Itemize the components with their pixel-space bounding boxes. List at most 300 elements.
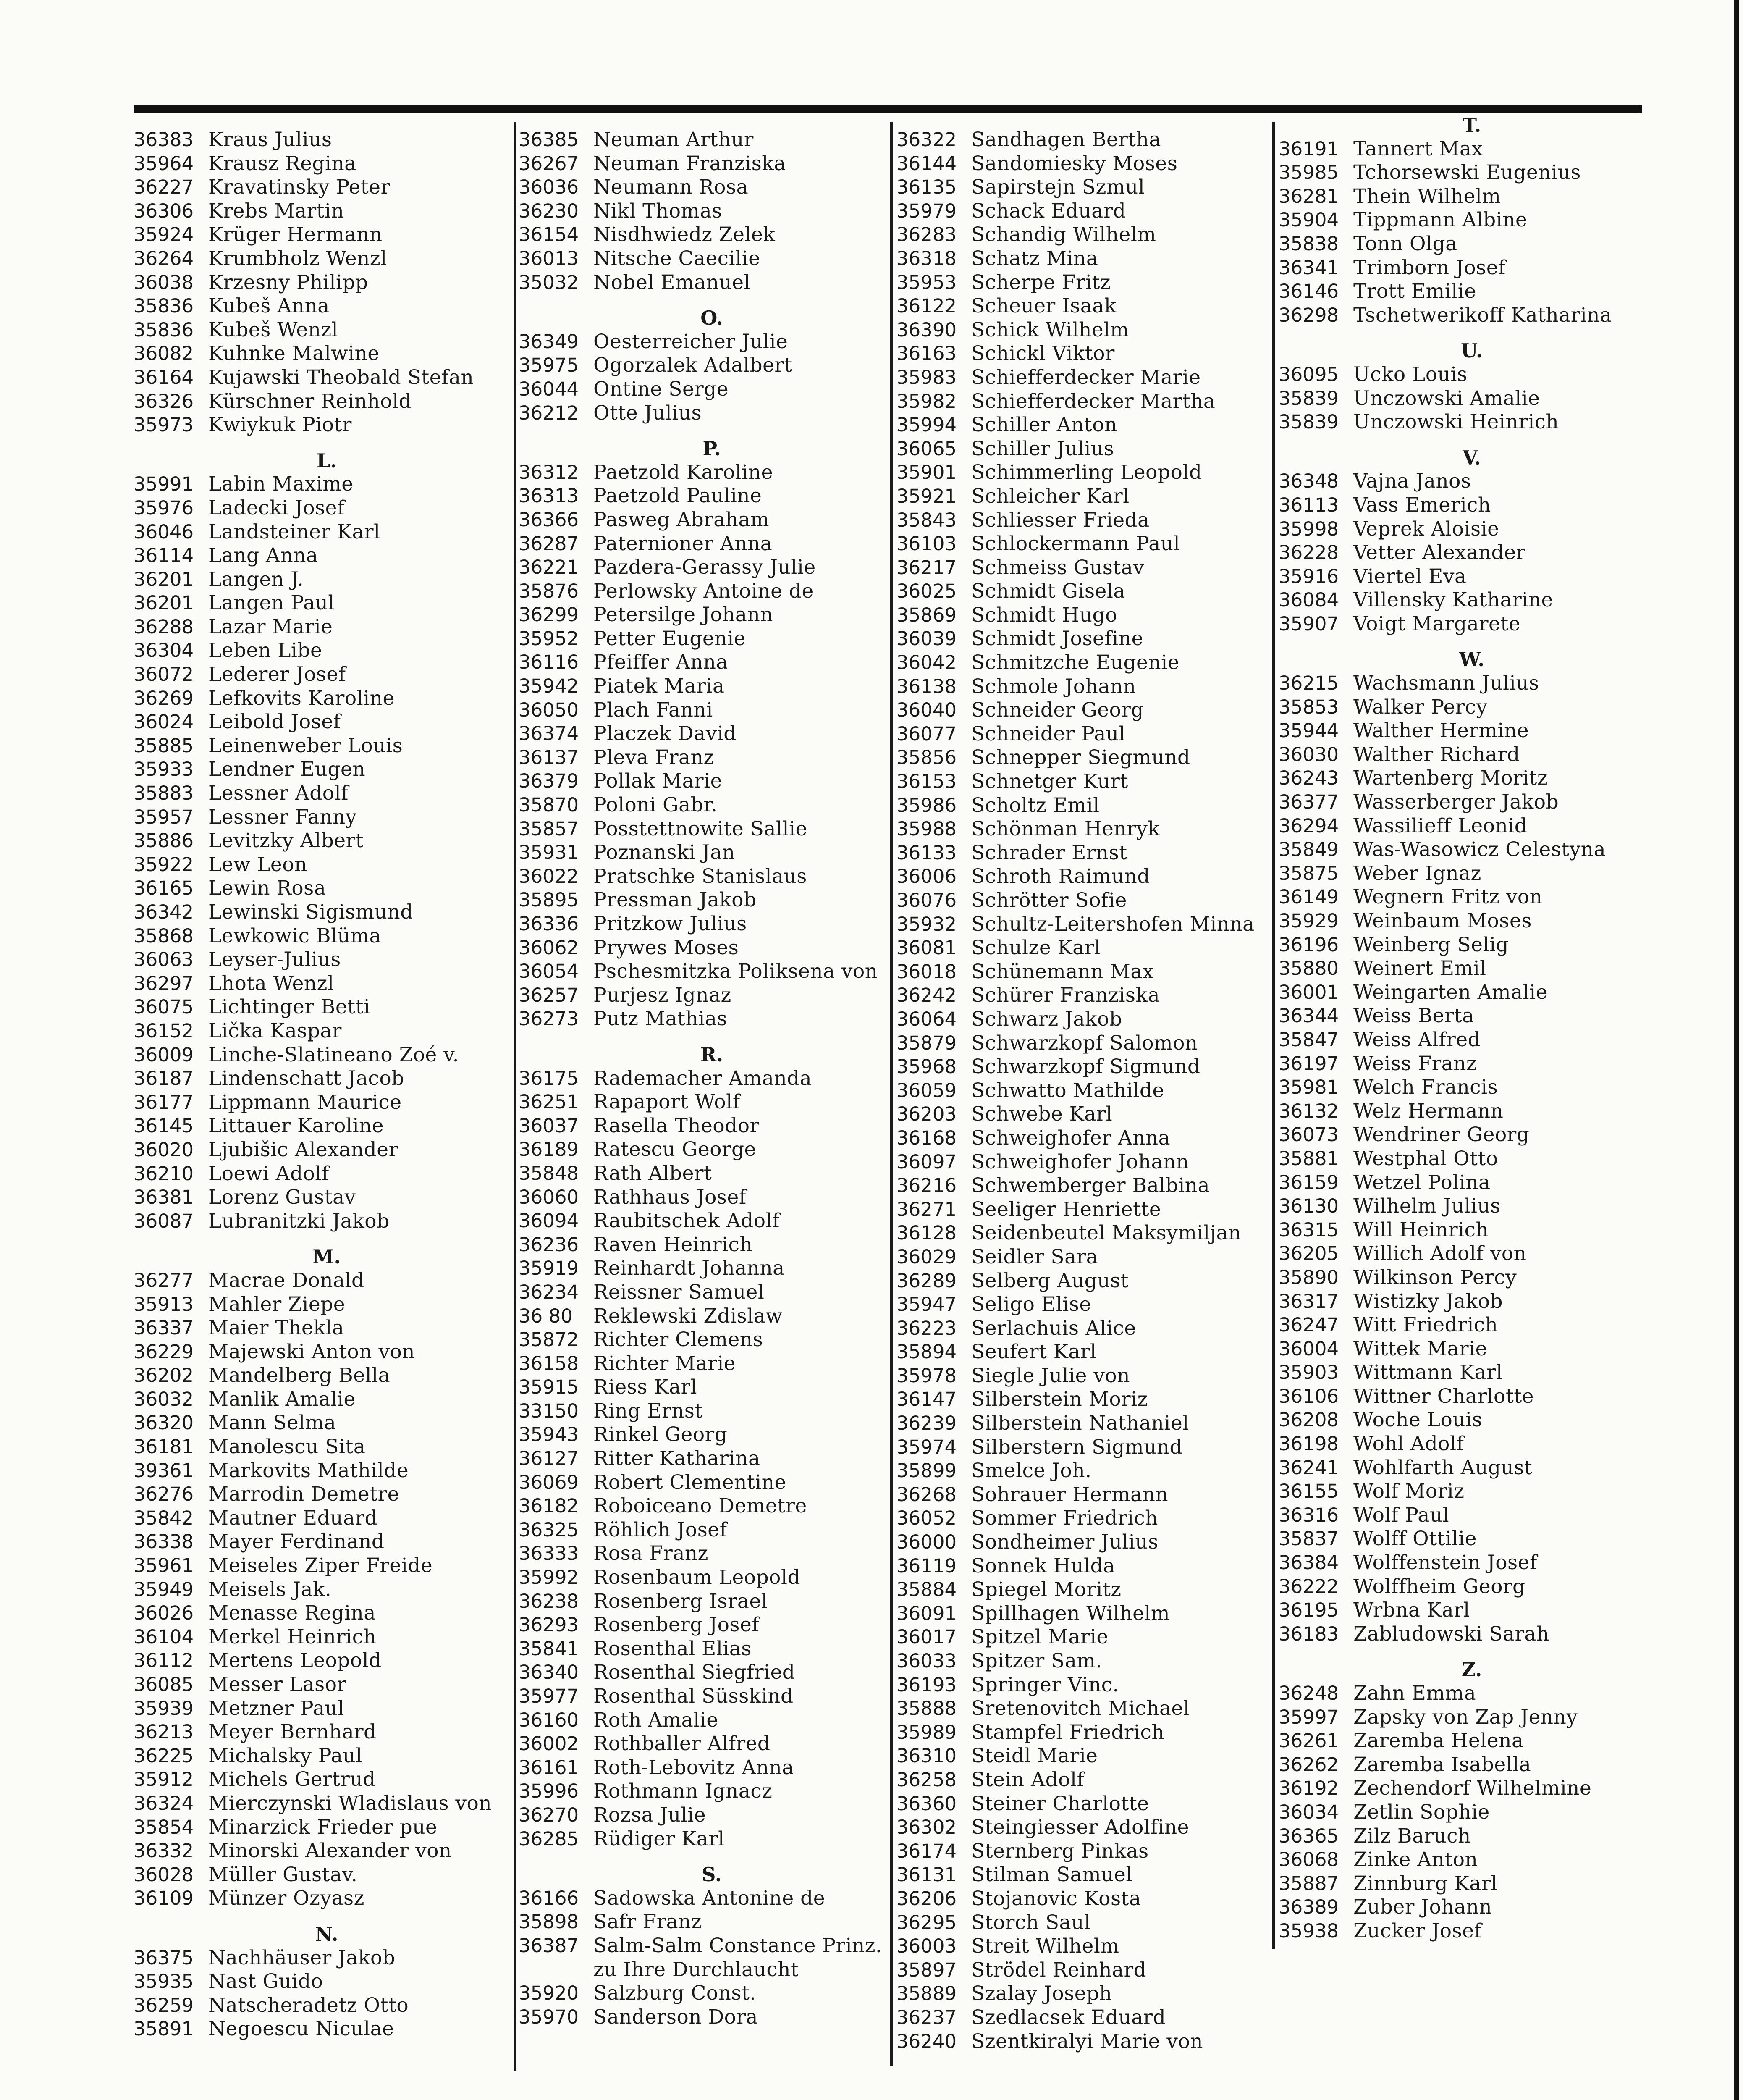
list-item xyxy=(1279,137,1648,161)
entry-name: Littauer Karoline xyxy=(208,1114,384,1138)
entry-name: Macrae Donald xyxy=(208,1268,364,1292)
entry-number: 35991 xyxy=(134,473,194,496)
list-item xyxy=(519,176,888,200)
section-letter: T. xyxy=(1462,114,1481,136)
list-item xyxy=(896,1982,1266,2006)
list-item xyxy=(1279,1385,1648,1409)
entry-number: 36366 xyxy=(519,508,579,531)
entry-name: Mandelberg Bella xyxy=(208,1364,391,1387)
list-item xyxy=(1279,1290,1648,1314)
entry-name: Piatek Maria xyxy=(593,675,725,698)
entry-name: Mautner Eduard xyxy=(208,1506,378,1530)
entry-name: Siegle Julie von xyxy=(971,1364,1130,1387)
entry-name: Sandomiesky Moses xyxy=(971,152,1178,175)
entry-name: Pritzkow Julius xyxy=(593,912,747,935)
entry-name: Lorenz Gustav xyxy=(208,1186,356,1209)
entry-number: 36197 xyxy=(1279,1052,1339,1075)
list-item xyxy=(519,1257,888,1281)
list-item xyxy=(896,1744,1266,1768)
list-item xyxy=(134,853,503,877)
entry-number: 36000 xyxy=(896,1531,957,1554)
list-item xyxy=(896,1245,1266,1269)
entry-name: Loewi Adolf xyxy=(208,1162,329,1185)
entry-number: 36094 xyxy=(519,1210,579,1232)
entry-number: 36002 xyxy=(519,1732,579,1755)
entry-number: 36285 xyxy=(519,1827,579,1850)
entry-number: 35931 xyxy=(519,841,579,864)
entry-number: 35888 xyxy=(896,1697,957,1720)
entry-name: Nikl Thomas xyxy=(593,199,722,223)
entry-number: 36029 xyxy=(896,1245,957,1268)
entry-number: 36076 xyxy=(896,889,957,911)
section-letter: U. xyxy=(1461,339,1483,362)
list-item xyxy=(896,413,1266,437)
list-item xyxy=(896,342,1266,366)
list-item xyxy=(134,758,503,782)
entry-number: 36360 xyxy=(896,1792,957,1815)
entry-name: Spitzer Sam. xyxy=(971,1649,1102,1672)
list-item xyxy=(134,1863,503,1887)
entry-name: Rosa Franz xyxy=(593,1542,708,1565)
entry-number: 36024 xyxy=(134,711,194,733)
entry-name: Wittek Marie xyxy=(1353,1337,1487,1360)
entry-number: 36348 xyxy=(1279,470,1339,493)
entry-name: Sadowska Antonine de xyxy=(593,1886,826,1910)
entry-name: Witt Friedrich xyxy=(1353,1313,1498,1337)
list-item xyxy=(519,1494,888,1518)
list-item xyxy=(134,496,503,520)
entry-name: Schünemann Max xyxy=(971,960,1154,983)
entry-number: 36025 xyxy=(896,580,957,603)
entry-number: 35872 xyxy=(519,1328,579,1351)
list-item xyxy=(1279,1218,1648,1242)
entry-number: 36065 xyxy=(896,437,957,460)
list-item xyxy=(896,1459,1266,1483)
entry-number: 36221 xyxy=(519,556,579,579)
entry-name: Schatz Mina xyxy=(971,247,1098,270)
entry-name: Walker Percy xyxy=(1353,695,1488,719)
entry-number: 36036 xyxy=(519,176,579,199)
list-item xyxy=(134,1043,503,1067)
list-item xyxy=(896,1079,1266,1103)
entry-name: Schmidt Josefine xyxy=(971,627,1143,651)
entry-number: 35901 xyxy=(896,461,957,484)
entry-name: Scholtz Emil xyxy=(971,793,1100,817)
list-item xyxy=(134,1114,503,1138)
list-item xyxy=(1279,790,1648,814)
entry-name: Lhota Wenzl xyxy=(208,971,334,995)
entry-number: 36003 xyxy=(896,1935,957,1958)
entry-name: Rosenthal Süsskind xyxy=(593,1685,794,1708)
entry-number: 36081 xyxy=(896,937,957,959)
entry-name: Schlockermann Paul xyxy=(971,532,1180,556)
entry-number: 36381 xyxy=(134,1186,194,1209)
entry-name: Nobel Emanuel xyxy=(593,270,751,294)
entry-name: Rathhaus Josef xyxy=(593,1185,747,1209)
entry-number: 35876 xyxy=(519,580,579,602)
entry-number: 36384 xyxy=(1279,1551,1339,1574)
list-item xyxy=(519,271,888,295)
entry-name: Wasserberger Jakob xyxy=(1353,790,1559,814)
entry-number: 35879 xyxy=(896,1032,957,1054)
list-item xyxy=(519,651,888,675)
list-item xyxy=(134,1162,503,1186)
entry-number: 36225 xyxy=(134,1744,194,1767)
list-item xyxy=(134,390,503,414)
list-item xyxy=(134,1697,503,1721)
entry-number: 36033 xyxy=(896,1650,957,1672)
entry-name: Sretenovitch Michael xyxy=(971,1697,1190,1720)
entry-name: Sternberg Pinkas xyxy=(971,1839,1149,1863)
entry-number: 35881 xyxy=(1279,1147,1339,1170)
entry-number: 36261 xyxy=(1279,1730,1339,1752)
entry-number: 36270 xyxy=(519,1803,579,1826)
entry-name: Perlowsky Antoine de xyxy=(593,579,814,603)
list-item xyxy=(134,1792,503,1816)
entry-name: Seufert Karl xyxy=(971,1340,1097,1364)
entry-name: Sommer Friedrich xyxy=(971,1507,1158,1530)
list-item xyxy=(519,1376,888,1399)
column-1 xyxy=(134,128,503,2041)
list-item xyxy=(896,913,1266,937)
list-item xyxy=(519,484,888,508)
list-item xyxy=(134,591,503,615)
entry-number: 35885 xyxy=(134,734,194,757)
section-letter: S. xyxy=(702,1863,722,1886)
list-item xyxy=(519,603,888,627)
entry-number: 36004 xyxy=(1279,1337,1339,1360)
entry-name: Seidler Sara xyxy=(971,1245,1098,1268)
entry-number: 36104 xyxy=(134,1625,194,1648)
entry-name: Mierczynski Wladislaus von xyxy=(208,1791,492,1815)
entry-number: 36060 xyxy=(519,1186,579,1208)
entry-name: Scheuer Isaak xyxy=(971,294,1117,318)
entry-name: Rinkel Georg xyxy=(593,1423,728,1446)
entry-name: Zuber Johann xyxy=(1353,1895,1492,1919)
entry-name: Silberstein Moriz xyxy=(971,1388,1148,1411)
list-item xyxy=(134,972,503,996)
entry-number: 36242 xyxy=(896,984,957,1007)
list-item xyxy=(1279,1456,1648,1480)
entry-number: 36149 xyxy=(1279,886,1339,908)
entry-number: 35998 xyxy=(1279,517,1339,540)
list-item xyxy=(1279,588,1648,612)
list-item xyxy=(519,722,888,746)
list-item xyxy=(134,1673,503,1697)
list-item xyxy=(896,960,1266,984)
entry-number: 36133 xyxy=(896,841,957,864)
entry-number: 35884 xyxy=(896,1578,957,1601)
entry-name: Wohlfarth August xyxy=(1353,1456,1533,1479)
list-item xyxy=(134,663,503,687)
entry-name: Pratschke Stanislaus xyxy=(593,864,807,888)
list-item xyxy=(519,817,888,841)
entry-name: Lessner Fanny xyxy=(208,805,357,829)
entry-number: 35836 xyxy=(134,295,194,318)
entry-name: Plach Fanni xyxy=(593,698,713,722)
entry-number: 36239 xyxy=(896,1412,957,1435)
entry-number: 35981 xyxy=(1279,1076,1339,1099)
entry-name: Safr Franz xyxy=(593,1910,702,1934)
entry-name: Smelce Joh. xyxy=(971,1459,1092,1483)
entry-name: Meiseles Ziper Freide xyxy=(208,1554,433,1578)
entry-name: Maier Thekla xyxy=(208,1316,344,1340)
entry-name: Oesterreicher Julie xyxy=(593,330,788,353)
entry-number: 35982 xyxy=(896,390,957,412)
list-item xyxy=(1279,304,1648,328)
entry-number: 35870 xyxy=(519,794,579,816)
entry-number: 36161 xyxy=(519,1756,579,1779)
entry-number: 36122 xyxy=(896,295,957,318)
entry-number: 36228 xyxy=(1279,541,1339,564)
entry-name: Schmole Johann xyxy=(971,675,1136,698)
list-item xyxy=(1279,517,1648,541)
entry-number: 36267 xyxy=(519,152,579,175)
entry-number: 36210 xyxy=(134,1162,194,1185)
list-item xyxy=(1279,387,1648,411)
entry-name: Wartenberg Moritz xyxy=(1353,766,1548,790)
entry-name: Wittmann Karl xyxy=(1353,1361,1503,1384)
list-item xyxy=(896,936,1266,960)
section-letter: R. xyxy=(700,1043,723,1066)
list-item xyxy=(134,1744,503,1768)
list-item xyxy=(896,1602,1266,1626)
list-item xyxy=(896,532,1266,556)
entry-name: Kubeš Wenzl xyxy=(208,318,338,341)
list-item xyxy=(896,247,1266,271)
list-item xyxy=(519,1803,888,1827)
entry-name: Rosenthal Siegfried xyxy=(593,1661,795,1684)
entry-name: Schack Eduard xyxy=(971,199,1126,223)
list-item xyxy=(896,770,1266,794)
list-item xyxy=(896,1412,1266,1436)
list-item xyxy=(896,2030,1266,2054)
entry-number: 36344 xyxy=(1279,1005,1339,1027)
entry-name: Wetzel Polina xyxy=(1353,1171,1491,1194)
list-item xyxy=(519,1352,888,1376)
list-item xyxy=(1279,909,1648,933)
list-item xyxy=(519,1518,888,1542)
entry-number: 35838 xyxy=(1279,232,1339,255)
entry-number: 36075 xyxy=(134,996,194,1018)
entry-number: 35986 xyxy=(896,794,957,816)
list-item xyxy=(1279,185,1648,209)
list-item xyxy=(896,984,1266,1008)
list-item xyxy=(134,413,503,437)
entry-number: 36052 xyxy=(896,1507,957,1530)
list-item xyxy=(134,877,503,900)
entry-name: Pfeiffer Anna xyxy=(593,651,728,674)
list-item xyxy=(896,1102,1266,1126)
entry-number: 35920 xyxy=(519,1982,579,2005)
entry-number: 36318 xyxy=(896,247,957,270)
entry-number: 35992 xyxy=(519,1566,579,1589)
entry-number: 36153 xyxy=(896,770,957,793)
list-item xyxy=(896,1721,1266,1745)
entry-number: 35839 xyxy=(1279,387,1339,410)
list-item xyxy=(134,1578,503,1602)
list-item xyxy=(1279,232,1648,256)
entry-name: Schiefferdecker Marie xyxy=(971,365,1201,389)
section-letter: P. xyxy=(702,437,721,460)
list-item xyxy=(134,1411,503,1435)
list-item xyxy=(519,223,888,247)
list-item xyxy=(519,1934,888,1958)
entry-number: 36017 xyxy=(896,1626,957,1648)
list-item xyxy=(896,1364,1266,1388)
list-item xyxy=(896,1221,1266,1245)
list-item xyxy=(1279,1100,1648,1124)
entry-name: Lendner Eugen xyxy=(208,758,366,781)
entry-name: Rothballer Alfred xyxy=(593,1732,771,1756)
entry-name: Reinhardt Johanna xyxy=(593,1257,785,1280)
list-item xyxy=(896,675,1266,699)
column-divider-2 xyxy=(890,122,893,2066)
entry-name: Rosenberg Josef xyxy=(593,1613,760,1637)
entry-name: Minorski Alexander von xyxy=(208,1839,452,1863)
entry-number: 36342 xyxy=(134,901,194,923)
list-item xyxy=(1279,719,1648,743)
entry-number: 36020 xyxy=(134,1138,194,1161)
entry-name: Richter Marie xyxy=(593,1352,736,1375)
entry-number: 36283 xyxy=(896,223,957,246)
list-item xyxy=(1279,1599,1648,1622)
list-item xyxy=(519,1328,888,1352)
entry-number: 36385 xyxy=(519,129,579,151)
entry-number: 36046 xyxy=(134,520,194,543)
list-item xyxy=(1279,1361,1648,1385)
list-item xyxy=(1279,1004,1648,1028)
list-item xyxy=(1279,1872,1648,1896)
entry-number: 36201 xyxy=(134,592,194,614)
entry-name: Will Heinrich xyxy=(1353,1218,1489,1242)
list-item xyxy=(519,1709,888,1732)
entry-name: Tchorsewski Eugenius xyxy=(1353,161,1581,184)
entry-name: Lippmann Maurice xyxy=(208,1090,402,1114)
entry-number: 36315 xyxy=(1279,1218,1339,1241)
entry-number: 36229 xyxy=(134,1340,194,1363)
list-item xyxy=(1279,1123,1648,1147)
entry-name: Neuman Franziska xyxy=(593,152,786,175)
list-item xyxy=(896,698,1266,722)
entry-number: 35903 xyxy=(1279,1361,1339,1384)
entry-name: Lew Leon xyxy=(208,853,307,876)
entry-number: 36324 xyxy=(134,1792,194,1814)
list-item xyxy=(519,461,888,485)
entry-number: 35983 xyxy=(896,366,957,388)
entry-number: 35898 xyxy=(519,1911,579,1933)
entry-number: 35975 xyxy=(519,354,579,377)
list-item xyxy=(1279,1432,1648,1456)
entry-name: Reissner Samuel xyxy=(593,1280,765,1304)
list-item xyxy=(1279,541,1648,565)
list-item xyxy=(519,1090,888,1114)
entry-number: 36251 xyxy=(519,1091,579,1113)
entry-name: Schrötter Sofie xyxy=(971,889,1127,912)
entry-number: 36174 xyxy=(896,1840,957,1862)
entry-number: 36192 xyxy=(1279,1777,1339,1800)
entry-number: 36127 xyxy=(519,1447,579,1470)
entry-number: 36147 xyxy=(896,1388,957,1411)
entry-number: 35974 xyxy=(896,1436,957,1458)
entry-number: 36333 xyxy=(519,1542,579,1565)
list-item xyxy=(896,580,1266,604)
entry-number: 35996 xyxy=(519,1780,579,1803)
entry-name: Silberstein Nathaniel xyxy=(971,1412,1189,1435)
entry-number: 36165 xyxy=(134,877,194,900)
entry-name: Krzesny Philipp xyxy=(208,270,368,294)
list-item xyxy=(896,841,1266,865)
entry-number: 36109 xyxy=(134,1887,194,1910)
entry-number: 36230 xyxy=(519,200,579,222)
entry-name: Schiller Anton xyxy=(971,413,1117,437)
list-item xyxy=(896,1530,1266,1554)
list-item xyxy=(1279,565,1648,589)
entry-number: 35922 xyxy=(134,853,194,876)
entry-number: 36022 xyxy=(519,865,579,887)
entry-number: 36032 xyxy=(134,1388,194,1410)
list-item xyxy=(134,472,503,496)
entry-number: 35968 xyxy=(896,1055,957,1078)
entry-number: 36159 xyxy=(1279,1171,1339,1194)
section-letter: Z. xyxy=(1461,1658,1482,1681)
list-item xyxy=(134,318,503,342)
entry-number: 36387 xyxy=(519,1934,579,1957)
entry-number: 35949 xyxy=(134,1578,194,1601)
entry-name: Ucko Louis xyxy=(1353,362,1468,386)
entry-name: Steiner Charlotte xyxy=(971,1792,1149,1815)
entry-number: 36374 xyxy=(519,722,579,745)
entry-name: Schliesser Frieda xyxy=(971,508,1150,532)
entry-name: Negoescu Niculae xyxy=(208,2017,394,2041)
list-item xyxy=(519,912,888,936)
list-item xyxy=(134,734,503,758)
entry-number: 36095 xyxy=(1279,363,1339,386)
entry-name: Natscheradetz Otto xyxy=(208,1993,409,2017)
list-item xyxy=(896,794,1266,818)
list-item xyxy=(134,639,503,663)
entry-number: 35899 xyxy=(896,1460,957,1482)
entry-number: 36277 xyxy=(134,1269,194,1292)
entry-number: 35856 xyxy=(896,746,957,769)
entry-name: Pollak Marie xyxy=(593,769,722,793)
entry-name: Steidl Marie xyxy=(971,1744,1098,1768)
column-2 xyxy=(519,128,888,2029)
entry-number: 35869 xyxy=(896,604,957,626)
list-item xyxy=(519,1732,888,1756)
list-item xyxy=(519,1637,888,1661)
entry-name: Langen Paul xyxy=(208,591,335,615)
entry-number: 36138 xyxy=(896,675,957,698)
list-item xyxy=(519,580,888,604)
entry-name: Roth Amalie xyxy=(593,1708,718,1732)
entry-number: 35973 xyxy=(134,414,194,436)
entry-number: 36195 xyxy=(1279,1599,1339,1622)
entry-number: 36087 xyxy=(134,1210,194,1232)
entry-name: Röhlich Josef xyxy=(593,1518,727,1541)
list-item xyxy=(134,152,503,176)
entry-name: Paternioner Anna xyxy=(593,532,773,555)
entry-name: Nachhäuser Jakob xyxy=(208,1946,396,1969)
entry-number: 36240 xyxy=(896,2030,957,2053)
entry-number: 36103 xyxy=(896,533,957,555)
entry-number: 36332 xyxy=(134,1840,194,1862)
entry-number: 36028 xyxy=(134,1863,194,1886)
entry-name: Strödel Reinhard xyxy=(971,1958,1147,1982)
entry-number: 36085 xyxy=(134,1673,194,1696)
entry-name: Purjesz Ignaz xyxy=(593,983,731,1007)
entry-number: 36054 xyxy=(519,960,579,983)
